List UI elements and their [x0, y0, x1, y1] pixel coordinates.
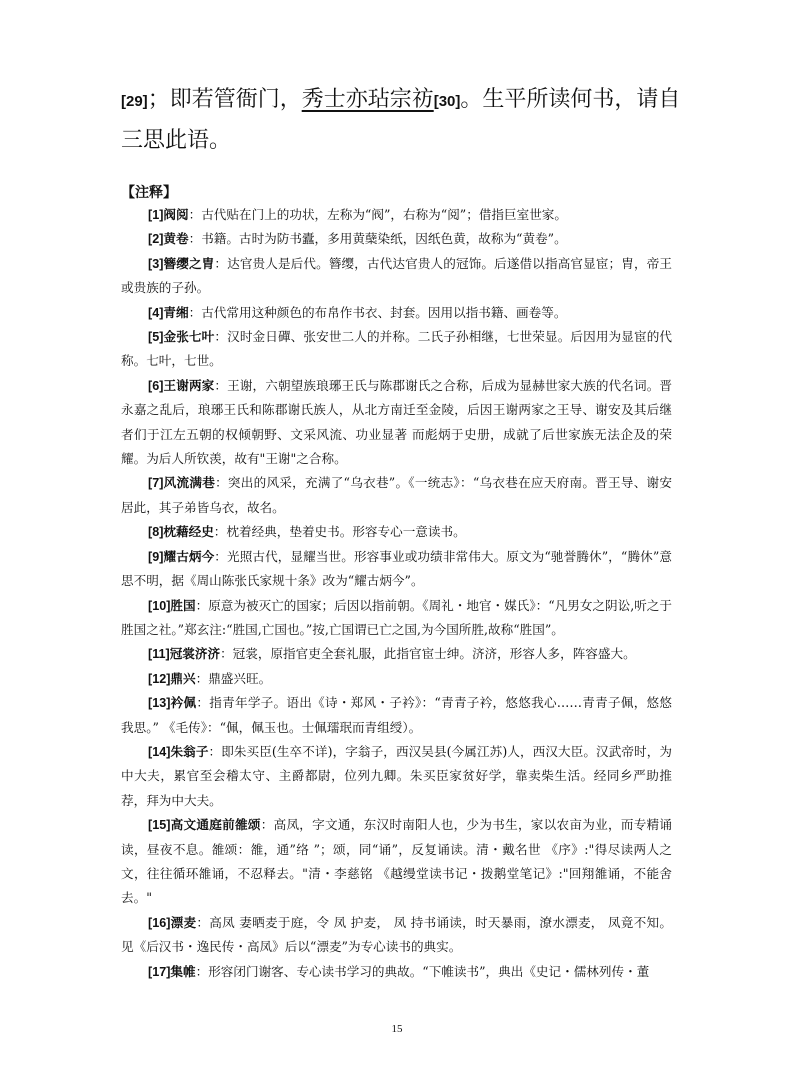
notes-list — [121, 203, 672, 984]
note-item — [121, 642, 672, 666]
note-item — [121, 374, 672, 472]
note-text: ：突出的风采，充满了“乌衣巷”。《一统志》：“乌衣巷在应天府南。晋王导、谢安居此，其子弟皆乌衣，故名。 — [121, 475, 673, 515]
note-item — [121, 325, 672, 374]
page-number: 15 — [391, 1023, 403, 1035]
note-number: [10] — [148, 598, 171, 613]
note-text: ：书籍。古时为防书蠹，多用黄蘖染纸，因纸色黄，故称为“黄卷”。 — [188, 231, 567, 247]
note-item — [121, 740, 672, 813]
note-number: [9] — [148, 549, 164, 564]
note-item — [121, 691, 672, 740]
footnote-ref-29[interactable]: [29] — [121, 93, 148, 110]
note-number: [3] — [148, 256, 164, 271]
note-term: 青缃 — [163, 304, 189, 320]
note-number: [12] — [148, 671, 171, 686]
note-term: 黄卷 — [163, 231, 189, 247]
note-term: 鼎兴 — [170, 670, 196, 686]
note-text: ：高凤，字文通，东汉时南阳人也，少为书生，家以农亩为业，而专精诵读，昼夜不息。雒颂：雒，通”络 ”；颂，同“诵”，反复诵读。清・戴名世 《序》:"得尽读两人之文，往往循环雒诵，不忍释去。"清・李慈铭 《越缦堂读书记・拨鹅堂笔记》:"回翔雒诵，不能舍去。" — [121, 817, 673, 906]
note-term: 王谢两家 — [163, 377, 215, 393]
note-number: [5] — [148, 330, 164, 345]
lead-paragraph — [121, 80, 681, 160]
note-item — [121, 911, 672, 960]
note-term: 耀古炳今 — [163, 548, 215, 564]
note-number: [7] — [148, 476, 164, 491]
note-text: ：冠裳，原指官吏全套礼服，此指官宦士绅。济济，形容人多，阵容盛大。 — [220, 646, 636, 662]
note-number: [14] — [148, 744, 171, 759]
note-item — [121, 960, 672, 984]
lead-text-a: ；即若管衙门， — [147, 87, 302, 112]
note-item — [121, 667, 672, 691]
note-text: ：即朱买臣(生卒不详)，字翁子，西汉吴县(今属江苏)人，西汉大臣。汉武帝时，为中大夫，累官至会稽太守、主爵都尉，位列九卿。朱买臣家贫好学，靠卖柴生活。经同乡严助推荐，拜为中大夫。 — [121, 743, 673, 808]
note-text: ：原意为被灭亡的国家；后因以指前朝。《周礼・地官・媒氏》：“凡男女之阴讼,听之于胜国之社。”郑玄注:“胜国,亡国也。”按,亡国谓已亡之国,为今国所胜,故称“胜国”。 — [121, 597, 672, 637]
note-item — [121, 227, 672, 251]
note-term: 冠裳济济 — [169, 646, 221, 662]
note-term: 簪缨之胄 — [163, 255, 215, 271]
note-item — [121, 594, 672, 643]
note-number: [1] — [148, 208, 164, 222]
note-term: 胜国 — [170, 597, 196, 613]
note-number: [16] — [148, 915, 171, 930]
note-term: 金张七叶 — [163, 329, 215, 345]
note-text: ：高凤 妻晒麦于庭，令 凤 护麦， 凤 持书诵读，时天暴雨，潦水漂麦， 凤竟不知。 见《后汉书・逸民传・高凤》后以“漂麦”为专心读书的典实。 — [121, 914, 672, 955]
note-number: [6] — [148, 378, 164, 393]
note-number: [4] — [148, 305, 164, 320]
note-item — [121, 252, 672, 301]
note-text: ：鼎盛兴旺。 — [195, 670, 272, 686]
note-term: 阀阅 — [163, 207, 189, 222]
note-text: ：达官贵人是后代。簪缨，古代达官贵人的冠饰。后遂借以指高官显宦；胄，帝王或贵族的子孙。 — [121, 255, 673, 296]
note-term: 衿佩 — [170, 695, 197, 711]
note-term: 朱翁子 — [170, 743, 209, 759]
note-text: ：古代贴在门上的功状，左称为“阀”，右称为“阅”；借指巨室世家。 — [188, 207, 567, 222]
note-number: [2] — [148, 232, 164, 247]
note-term: 漂麦 — [170, 914, 197, 930]
note-item — [121, 203, 672, 227]
footnote-ref-30[interactable]: [30] — [433, 93, 461, 110]
note-number: [8] — [148, 525, 164, 540]
note-item — [121, 545, 672, 594]
note-item — [121, 471, 672, 520]
note-item — [121, 301, 672, 325]
note-text: ：指青年学子。语出《诗・郑风・子衿》：“青青子衿，悠悠我心……青青子佩，悠悠我思。” 《毛传》：“佩，佩玉也。士佩瓀珉而青组绶）。 — [121, 695, 673, 735]
note-item — [121, 813, 672, 911]
lead-text-b: 。生平所读何书，请自三思此语。 — [121, 87, 681, 153]
note-term: 风流满巷 — [163, 475, 216, 491]
note-term: 集帷 — [170, 963, 196, 979]
note-text: ：汉时金日磾、张安世二人的并称。二氏子孙相继，七世荣显。后因用为显宦的代称。七叶，七世。 — [121, 329, 673, 369]
underlined-phrase: 秀士亦玷宗祊 — [301, 87, 434, 112]
note-text: ：枕着经典，垫着史书。形容专心一意读书。 — [213, 524, 466, 540]
note-number: [17] — [148, 964, 171, 979]
note-item — [121, 520, 672, 544]
note-number: [11] — [148, 647, 170, 662]
note-term: 枕藉经史 — [163, 524, 214, 540]
note-text: ：形容闭门谢客、专心读书学习的典故。“下帷读书”，典出《史记・儒林列传・董 — [195, 963, 650, 979]
note-term: 高文通庭前雒颂 — [170, 817, 261, 833]
notes-heading: 【注释】 — [121, 185, 177, 201]
note-text: ：王谢，六朝望族琅琊王氏与陈郡谢氏之合称，后成为显赫世家大族的代名词。晋永嘉之乱后，琅琊王氏和陈郡谢氏族人，从北方南迁至金陵，后因王谢两家之王导、谢安及其后继者们于江左五朝的权倾朝野、文采风流、功业显著 而彪炳于史册，成就了后世家族无法企及的荣耀。为后人所钦羡，故有"王谢"之合称。 — [121, 377, 673, 467]
note-text: ：古代常用这种颜色的布帛作书衣、封套。因用以指书籍、画卷等。 — [188, 304, 567, 320]
note-text: ：光照古代，显耀当世。形容事业或功绩非常伟大。原文为“驰誉腾休”，“腾休”意思不明，据《周山陈张氏家规十条》改为“耀古炳今”。 — [121, 548, 672, 589]
note-number: [13] — [148, 696, 171, 711]
note-number: [15] — [148, 818, 171, 833]
